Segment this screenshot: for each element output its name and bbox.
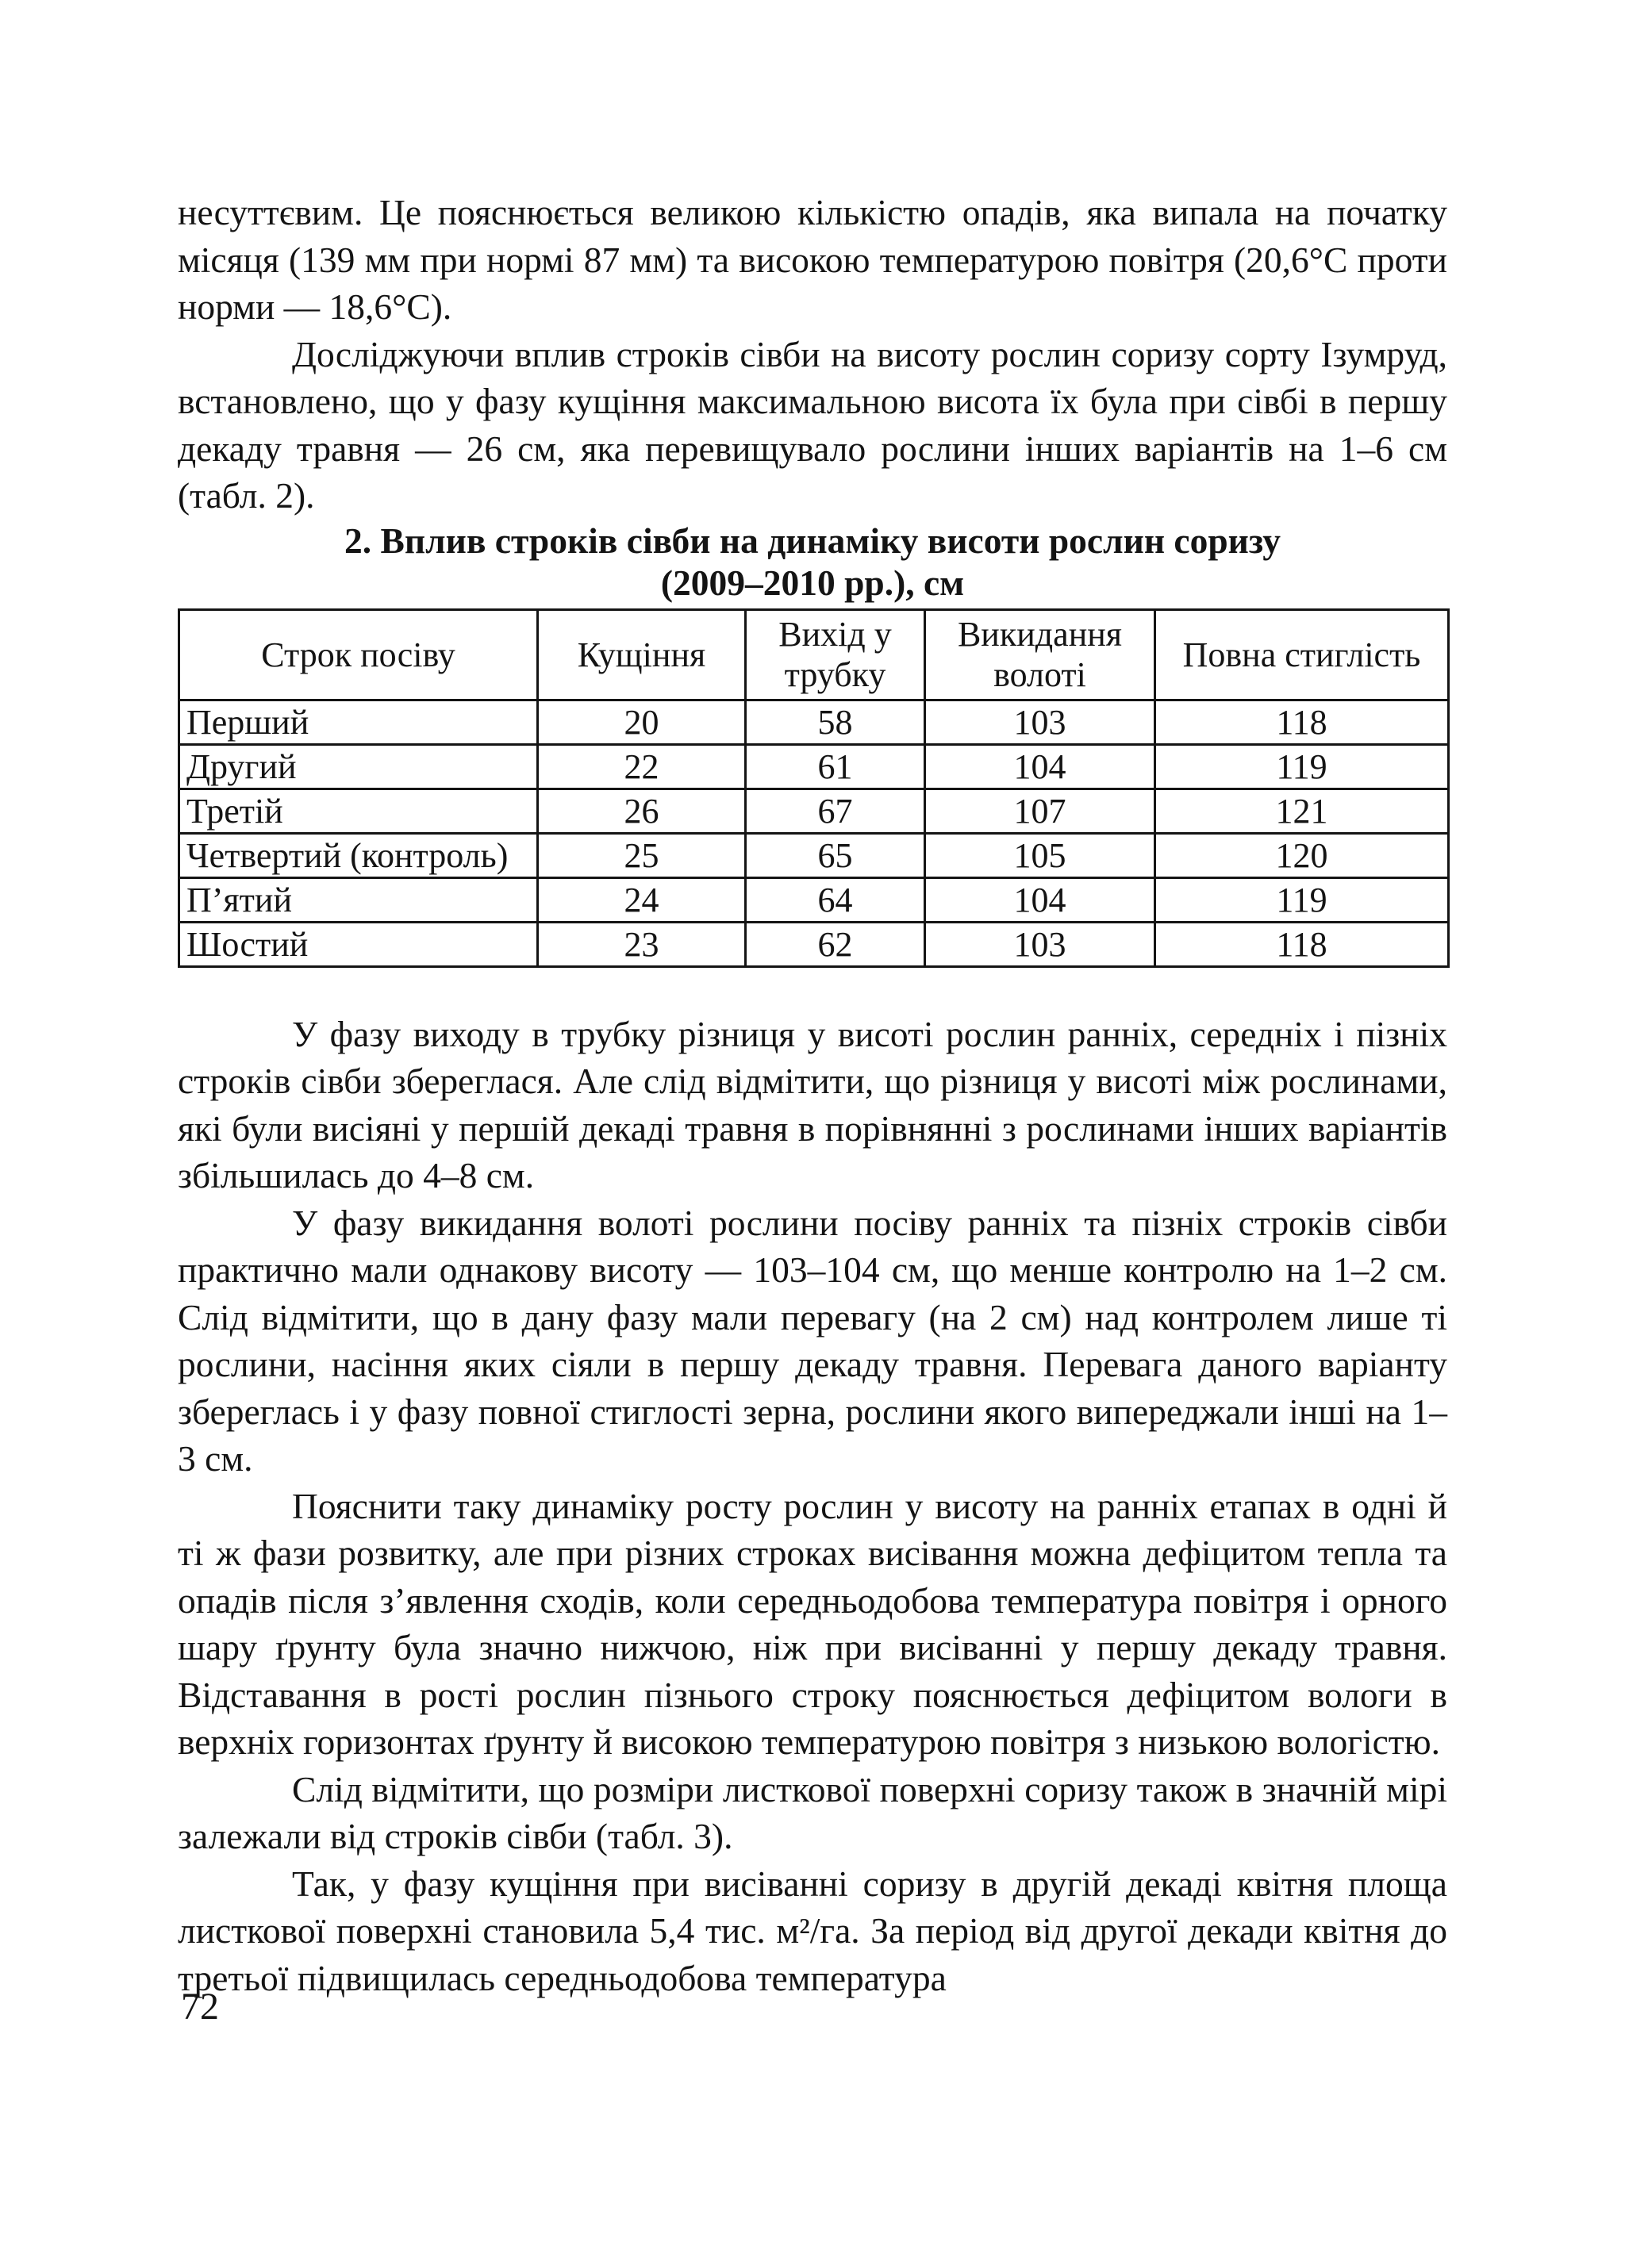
table-caption-line1: 2. Вплив строків сівби на динаміку висоти рослин соризу: [344, 520, 1281, 561]
cell-full-ripeness: 119: [1155, 744, 1449, 789]
page-number: 72: [181, 1986, 219, 2028]
table-row: [179, 833, 1449, 877]
spacer: [178, 968, 1447, 1011]
cell-booting: 58: [746, 700, 925, 744]
cell-tillering: 22: [538, 744, 746, 789]
header-panicle-emergence: Викидання волоті: [925, 609, 1155, 700]
cell-booting: 61: [746, 744, 925, 789]
cell-panicle-emergence: 107: [925, 789, 1155, 833]
table-row: [179, 744, 1449, 789]
page-body: [178, 189, 1447, 2001]
cell-full-ripeness: 118: [1155, 700, 1449, 744]
cell-sowing-term: Четвертий (контроль): [179, 833, 538, 877]
cell-tillering: 26: [538, 789, 746, 833]
plant-height-table: [178, 608, 1450, 968]
paragraph-panicle-phase: У фазу викидання волоті рослини посіву ранніх та пізніх строків сівби практично мали однакову висоту — 103–104 см, що менше контролю на 1–2 см. Слід відмітити, що в дану фазу мали перевагу (на 2 см) над контролем лише ті рослини, насіння яких сіяли в першу декаду травня. Перевага даного варіанту збереглась і у фазу повної стиглості зерна, рослини якого випереджали інші на 1–3 см.: [178, 1202, 1447, 1479]
header-booting: Вихід у трубку: [746, 609, 925, 700]
cell-tillering: 23: [538, 922, 746, 966]
cell-tillering: 25: [538, 833, 746, 877]
header-full-ripeness: Повна стиглість: [1155, 609, 1449, 700]
cell-full-ripeness: 119: [1155, 877, 1449, 922]
paragraph-plant-height: Досліджуючи вплив строків сівби на висоту рослин соризу сорту Ізумруд, встановлено, що у фазу кущіння максимальною висота їх була при сівбі в першу декаду травня — 26 см, яка перевищувало рослини інших варіантів на 1–6 см (табл. 2).: [178, 333, 1447, 516]
cell-sowing-term: Другий: [179, 744, 538, 789]
table-caption-line2: (2009–2010 рр.), см: [660, 562, 965, 603]
cell-booting: 65: [746, 833, 925, 877]
cell-sowing-term: Третій: [179, 789, 538, 833]
paragraph-booting-phase: У фазу виходу в трубку різниця у висоті рослин ранніх, середніх і пізніх строків сівби збереглася. Але слід відмітити, що різниця у висоті між рослинами, які були висіяні у першій декаді травня в порівнянні з рослинами інших варіантів збільшилась до 4–8 см.: [178, 1013, 1447, 1195]
cell-tillering: 24: [538, 877, 746, 922]
table-header-row: [179, 609, 1449, 700]
cell-panicle-emergence: 104: [925, 877, 1155, 922]
paragraph-leaf-area: Так, у фазу кущіння при висіванні соризу в другій декаді квітня площа листкової поверхні становила 5,4 тис. м²/га. За період від другої декади квітня до третьої підвищилась середньодобова температура: [178, 1863, 1447, 1998]
cell-full-ripeness: 120: [1155, 833, 1449, 877]
cell-full-ripeness: 118: [1155, 922, 1449, 966]
cell-booting: 64: [746, 877, 925, 922]
cell-sowing-term: Шостий: [179, 922, 538, 966]
header-sowing-term: Строк посіву: [179, 609, 538, 700]
paragraph-continuation: несуттєвим. Це пояснюється великою кількістю опадів, яка випала на початку місяця (139 мм при нормі 87 мм) та високою температурою повітря (20,6°С проти норми — 18,6°С).: [178, 192, 1447, 327]
table-row: [179, 922, 1449, 966]
cell-booting: 67: [746, 789, 925, 833]
table-row: [179, 877, 1449, 922]
cell-panicle-emergence: 104: [925, 744, 1155, 789]
cell-panicle-emergence: 105: [925, 833, 1155, 877]
cell-sowing-term: П’ятий: [179, 877, 538, 922]
cell-full-ripeness: 121: [1155, 789, 1449, 833]
cell-booting: 62: [746, 922, 925, 966]
cell-tillering: 20: [538, 700, 746, 744]
paragraph-growth-dynamics: Пояснити таку динаміку росту рослин у висоту на ранніх етапах в одні й ті ж фази розвитку, але при різних строках висівання можна дефіцитом тепла та опадів після з’явлення сходів, коли середньодобова температура повітря і орного шару ґрунту була значно нижчою, ніж при висіванні у першу декаду травня. Відставання в рості рослин пізнього строку пояснюється дефіцитом вологи в верхніх горизонтах ґрунту й високою температурою повітря з низькою вологістю.: [178, 1485, 1447, 1762]
cell-panicle-emergence: 103: [925, 922, 1155, 966]
paragraph-leaf-surface: Слід відмітити, що розміри листкової поверхні соризу також в значній мірі залежали від строків сівби (табл. 3).: [178, 1768, 1447, 1856]
table-row: [179, 789, 1449, 833]
cell-panicle-emergence: 103: [925, 700, 1155, 744]
cell-sowing-term: Перший: [179, 700, 538, 744]
table-row: [179, 700, 1449, 744]
header-tillering: Кущіння: [538, 609, 746, 700]
